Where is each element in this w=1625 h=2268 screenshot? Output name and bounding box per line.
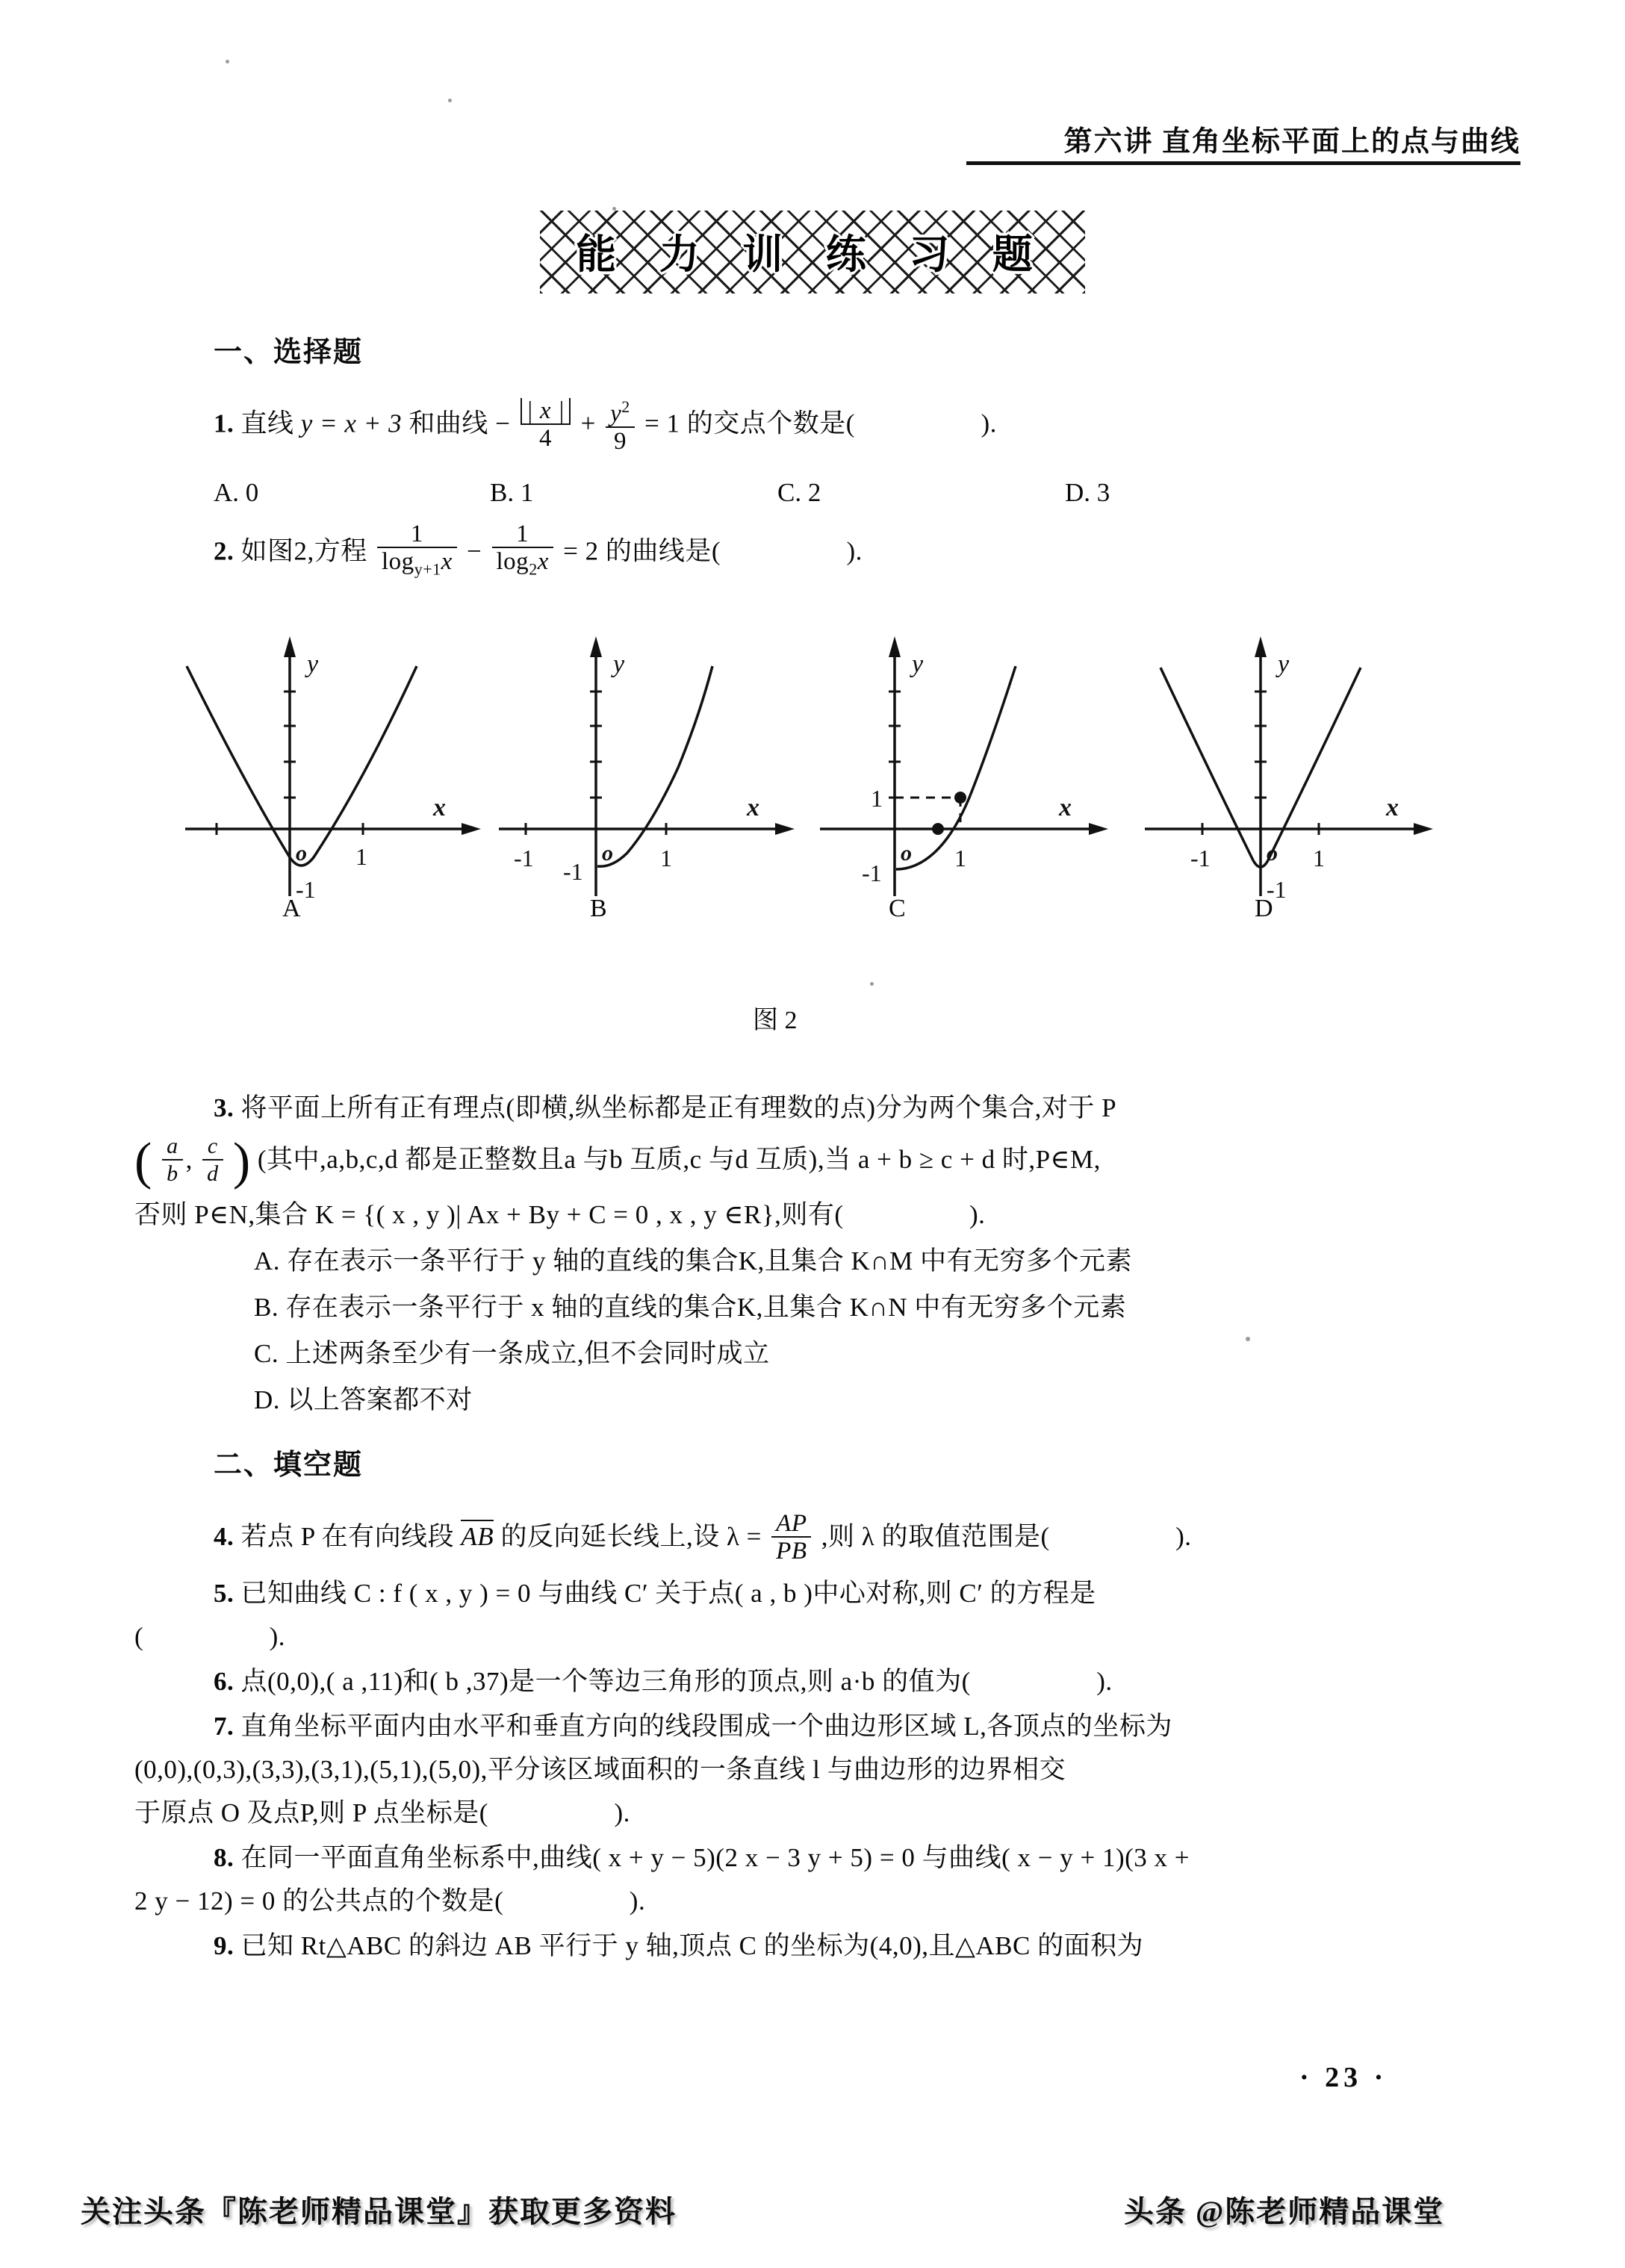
scan-speck	[612, 207, 616, 211]
option-c-key: C.	[777, 478, 802, 507]
scan-speck	[870, 982, 874, 986]
question-9-number: 9.	[214, 1931, 234, 1960]
question-4-close: ).	[1175, 1522, 1192, 1552]
question-1-fraction-2	[606, 394, 635, 455]
question-3-option-a-text: 存在表示一条平行于 y 轴的直线的集合K,且集合 K∩M 中有无穷多个元素	[287, 1246, 1132, 1276]
question-2-frac1-denominator: $\log_{y+1}x$	[377, 547, 457, 583]
question-4-text-mid: 的反向延长线上,设 λ =	[500, 1522, 762, 1552]
svg-text:y: y	[307, 650, 319, 678]
option-c[interactable]	[777, 478, 1065, 508]
question-1-equals: = 1	[644, 408, 680, 438]
svg-text:y: y	[912, 650, 924, 678]
option-d[interactable]	[1065, 478, 1110, 508]
question-1-line-equation: y = x + 3	[300, 408, 403, 438]
question-1-text-after: 的交点个数是(	[686, 408, 855, 438]
svg-text:x: x	[433, 794, 446, 821]
page-number: · 23 ·	[1299, 2062, 1388, 2093]
footer-right-watermark: 头条 @陈老师精品课堂	[1124, 2195, 1445, 2228]
question-8-line2-text: 2 y − 12) = 0 的公共点的个数是(	[134, 1886, 504, 1916]
question-5-number: 5.	[214, 1579, 234, 1608]
question-2-frac2-denominator: $\log_2x$	[492, 547, 553, 583]
svg-text:1: 1	[1313, 845, 1325, 872]
question-8-line1-text: 在同一平面直角坐标系中,曲线( x + y − 5)(2 x − 3 y + 5) = 0 与曲线( x − y + 1)(3 x +	[240, 1843, 1190, 1872]
question-7-line-3	[134, 1792, 1553, 1835]
option-b[interactable]	[490, 478, 777, 508]
svg-text:-1: -1	[563, 858, 583, 885]
figure-caption: 图 2	[753, 1007, 798, 1034]
question-3-option-d-text: 以上答案都不对	[287, 1385, 473, 1414]
option-a-key: A.	[214, 478, 240, 507]
question-2-minus: −	[467, 536, 482, 566]
question-1-plus: +	[580, 408, 596, 438]
question-5-line2-open: (	[134, 1622, 144, 1651]
question-8-line2-close: ).	[629, 1886, 646, 1916]
question-5-line-1	[214, 1572, 1543, 1615]
option-d-key: D.	[1065, 478, 1091, 507]
question-1-text-mid: 和曲线	[408, 408, 488, 438]
question-9-line-1	[214, 1924, 1550, 1968]
question-4-segment: AB	[461, 1520, 494, 1551]
question-3-option-d-key: D.	[254, 1385, 281, 1414]
svg-text:1: 1	[954, 845, 966, 872]
scan-speck	[226, 60, 229, 63]
svg-text:-1: -1	[862, 860, 882, 886]
svg-text:1: 1	[871, 785, 883, 812]
question-2-frac2-numerator: 1	[516, 521, 529, 547]
svg-text:-1: -1	[296, 876, 316, 903]
question-3-frac-ab-den: b	[162, 1159, 183, 1187]
option-a-value: 0	[245, 478, 259, 507]
question-7-line2-text: (0,0),(0,3),(3,3),(3,1),(5,1),(5,0),平分该区域面积的一条直线 l 与曲边形的边界相交	[134, 1755, 1066, 1784]
question-6	[214, 1660, 1543, 1703]
question-3-option-a-key: A.	[254, 1246, 281, 1276]
question-3-line3-text: 否则 P∈N,集合 K = {( x , y )| Ax + By + C = 0 , x , y ∈R},则有(	[134, 1200, 844, 1229]
paren-open-big: (	[134, 1133, 152, 1191]
figure-panel-d	[1134, 620, 1455, 922]
question-2-text-before: 如图2,方程	[240, 536, 367, 566]
question-7-line1-text: 直角坐标平面内由水平和垂直方向的线段围成一个曲边形区域 L,各顶点的坐标为	[240, 1712, 1172, 1741]
question-7-line3-text: 于原点 O 及点P,则 P 点坐标是(	[134, 1798, 488, 1827]
question-1-fraction-1	[521, 398, 571, 452]
svg-text:-1: -1	[1190, 845, 1211, 872]
figure-panel-d-graph	[1134, 620, 1455, 919]
figure-panel-a-graph	[170, 620, 491, 919]
question-4-frac-numerator: AP	[776, 1510, 807, 1537]
question-2-frac1-numerator: 1	[410, 521, 423, 547]
figure-2-panels	[0, 620, 1625, 922]
question-3-frac-cd-den: d	[202, 1159, 223, 1187]
svg-text:1: 1	[355, 843, 367, 870]
figure-panel-d-label: D	[1255, 895, 1273, 922]
question-3-line3-close: ).	[969, 1200, 986, 1229]
question-7-number: 7.	[214, 1712, 234, 1741]
header-rule	[966, 161, 1520, 165]
question-3-line1-text: 将平面上所有正有理点(即横,纵坐标都是正有理数的点)分为两个集合,对于 P	[240, 1093, 1117, 1122]
question-3-line-1	[214, 1087, 1535, 1130]
question-4	[214, 1512, 1543, 1566]
question-3-frac-cd-num: c	[207, 1134, 218, 1158]
svg-text:x: x	[1386, 794, 1399, 821]
question-8-line-1	[214, 1836, 1550, 1880]
question-6-number: 6.	[214, 1667, 234, 1696]
question-1-frac1-numerator: | x |	[521, 398, 571, 423]
option-d-value: 3	[1096, 478, 1110, 507]
scan-speck	[1246, 1337, 1250, 1341]
question-2-close: ).	[846, 536, 863, 566]
question-1	[214, 396, 1520, 456]
svg-text:1: 1	[660, 845, 672, 872]
question-1-frac1-denominator: 4	[521, 423, 571, 452]
section-heading-choice: 一、选择题	[214, 337, 364, 368]
svg-text:y: y	[613, 650, 625, 678]
question-2	[214, 523, 1520, 585]
svg-text:o: o	[901, 841, 912, 866]
question-5-line2-close: ).	[269, 1622, 286, 1651]
svg-text:y: y	[1278, 650, 1290, 678]
option-c-value: 2	[807, 478, 821, 507]
figure-panel-a	[170, 620, 491, 922]
question-7-line3-close: ).	[614, 1798, 630, 1827]
figure-panel-a-label: A	[282, 895, 301, 922]
figure-panel-b-label: B	[590, 895, 607, 922]
question-3-line-2: ( $\frac{a}{b}$ , $\frac{c}{d}$ ) (其中,a,b,c,d 都是正整数且a 与b 互质,c 与d 互质),当 a + b ≥ c + d 时,P∈M,	[134, 1133, 1101, 1191]
question-9-line1-text: 已知 Rt△ABC 的斜边 AB 平行于 y 轴,顶点 C 的坐标为(4,0),且△ABC 的面积为	[240, 1931, 1144, 1960]
option-b-value: 1	[520, 478, 534, 507]
question-1-number: 1.	[214, 408, 234, 438]
figure-panel-c	[812, 620, 1134, 922]
question-1-text-before: 直线	[240, 408, 294, 438]
question-5-line-2	[134, 1615, 1464, 1659]
question-4-number: 4.	[214, 1522, 234, 1552]
banner-title: 能 力 训 练 习 题	[576, 232, 1049, 277]
question-4-fraction	[771, 1511, 811, 1565]
question-3-option-d[interactable]	[254, 1379, 1538, 1422]
question-7-line-1	[214, 1705, 1543, 1748]
svg-text:-1: -1	[1267, 876, 1287, 903]
question-3-line-3	[134, 1193, 1538, 1237]
question-4-text-before: 若点 P 在有向线段	[240, 1522, 455, 1552]
banner-hatch-background	[540, 211, 1085, 293]
question-3-line2-rest: (其中,a,b,c,d 都是正整数且a 与b 互质,c 与d 互质),当 a + b ≥ c + d 时,P∈M,	[257, 1145, 1101, 1175]
scan-speck	[448, 99, 452, 102]
question-3-fraction-cd	[202, 1134, 223, 1187]
question-3-option-c-key: C.	[254, 1339, 279, 1368]
figure-panel-c-label: C	[889, 895, 906, 922]
question-2-text-after: 的曲线是(	[605, 536, 721, 566]
running-header: 第六讲 直角坐标平面上的点与曲线	[1063, 126, 1520, 158]
question-2-number: 2.	[214, 536, 234, 566]
question-3-option-c[interactable]	[254, 1332, 1538, 1376]
svg-text:o: o	[602, 841, 613, 866]
section-heading-fill-blank: 二、填空题	[214, 1450, 364, 1481]
question-2-fraction-2	[492, 521, 553, 583]
question-3-option-b-text: 存在表示一条平行于 x 轴的直线的集合K,且集合 K∩N 中有无穷多个元素	[285, 1293, 1127, 1322]
question-1-options	[214, 478, 1110, 508]
figure-panel-c-graph	[812, 620, 1134, 919]
figure-panel-b	[491, 620, 812, 922]
question-8-line-2	[134, 1880, 1553, 1923]
question-3-option-b[interactable]	[254, 1286, 1538, 1329]
question-3-option-a[interactable]	[254, 1240, 1538, 1283]
paren-close-big: )	[232, 1133, 251, 1191]
question-3-option-b-key: B.	[254, 1293, 279, 1322]
question-2-fraction-1	[377, 521, 457, 583]
question-2-equals: = 2	[563, 536, 599, 566]
svg-text:o: o	[296, 841, 307, 866]
question-5-line1-text: 已知曲线 C : f ( x , y ) = 0 与曲线 C′ 关于点( a , b )中心对称,则 C′ 的方程是	[240, 1579, 1096, 1608]
question-3-frac-ab-num: a	[167, 1134, 178, 1158]
svg-text:x: x	[1059, 794, 1072, 821]
question-1-frac2-denominator: 9	[606, 426, 635, 455]
option-b-key: B.	[490, 478, 515, 507]
banner-container	[0, 211, 1625, 293]
footer-left-watermark: 关注头条『陈老师精品课堂』获取更多资料	[81, 2195, 677, 2228]
figure-panel-b-graph	[491, 620, 812, 919]
question-3-fraction-ab	[162, 1134, 183, 1187]
option-a[interactable]	[214, 478, 490, 508]
question-6-text: 点(0,0),( a ,11)和( b ,37)是一个等边三角形的顶点,则 a·b 的值为(	[240, 1667, 971, 1696]
svg-text:x: x	[747, 794, 759, 821]
svg-text:-1: -1	[514, 845, 534, 872]
question-4-text-after: ,则 λ 的取值范围是(	[821, 1522, 1050, 1552]
question-6-close: ).	[1096, 1667, 1113, 1696]
question-1-close: ).	[981, 408, 997, 438]
question-3-option-c-text: 上述两条至少有一条成立,但不会同时成立	[285, 1339, 770, 1368]
svg-text:o: o	[1267, 841, 1278, 866]
question-4-frac-denominator: PB	[771, 1536, 811, 1565]
question-8-number: 8.	[214, 1843, 234, 1872]
question-3-number: 3.	[214, 1093, 234, 1122]
question-1-minus: −	[495, 408, 511, 438]
question-7-line-2	[134, 1748, 1553, 1792]
question-1-frac2-numerator: $y^2$	[610, 397, 630, 427]
